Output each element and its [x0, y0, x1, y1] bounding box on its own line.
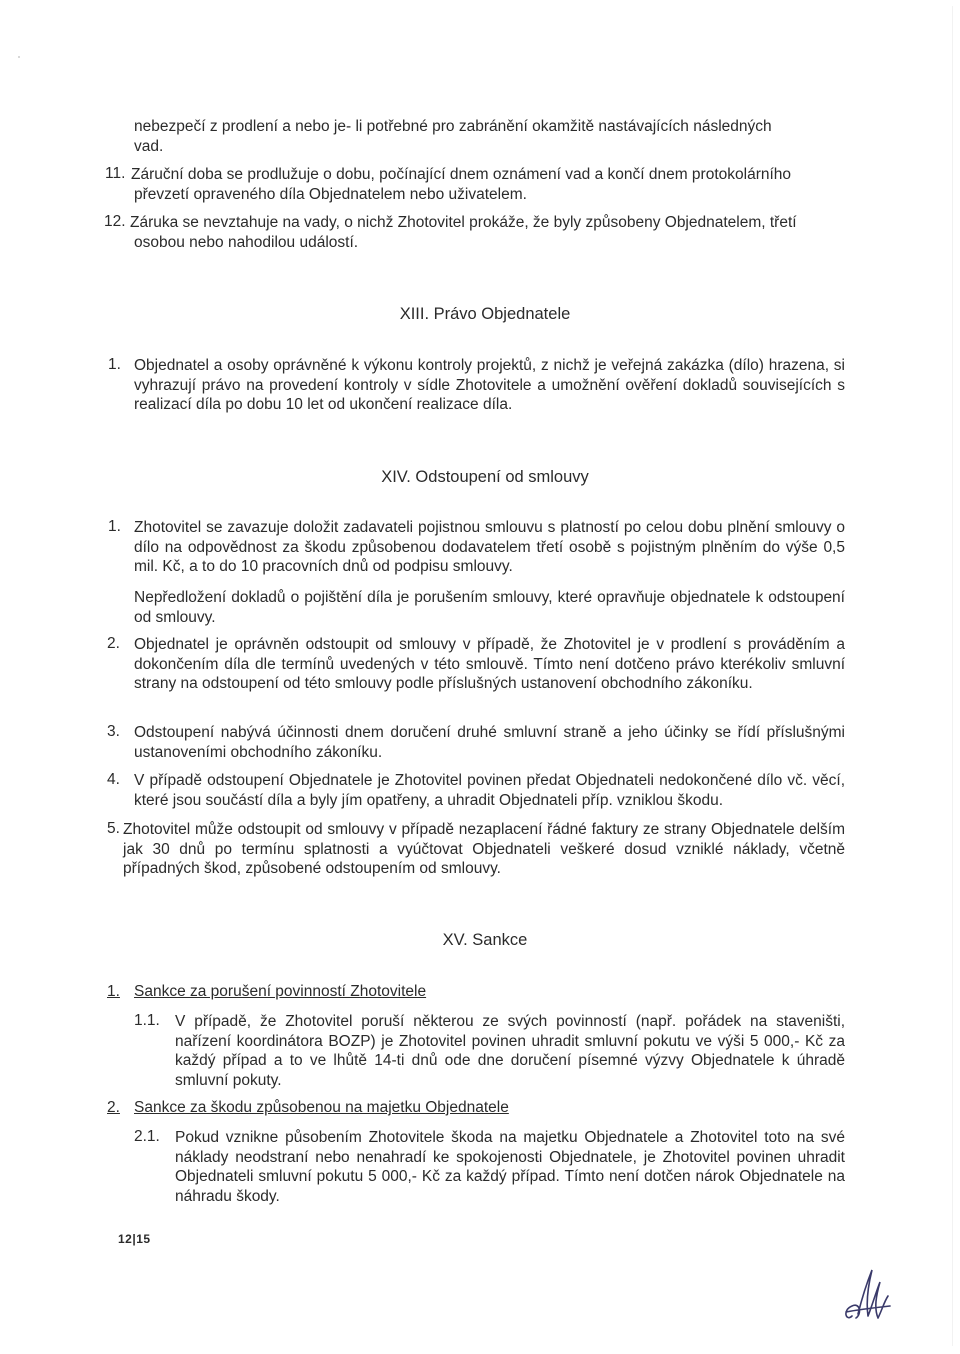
list-item-12 [130, 213, 846, 252]
page-number: 12|15 [118, 1232, 151, 1246]
signature-initials [838, 1262, 898, 1334]
list-item-11 [131, 165, 847, 204]
item-number: 2. [107, 635, 120, 652]
continuation-text [134, 117, 846, 156]
text-line: Záruka se nevztahuje na vady, o nichž Zhotovitel prokáže, že byly způsobeny Objednatelem, třetí [130, 214, 797, 231]
list-item: Objednatel je oprávněn odstoupit od smlouvy v případě, že Zhotovitel je v prodlení s prováděním a dokončením díla dle termínů uvedených v této smlouvě. Tímto není dotčeno právo kterékoliv smluvní strany na odstoupení od této smlouvy podle příslušných ustanovení obchodního zákoníku. [134, 636, 845, 693]
item-number: 4. [107, 771, 120, 788]
text-line: převzetí opraveného díla Objednatelem nebo uživatelem. [134, 185, 527, 203]
list-item: Zhotovitel může odstoupit od smlouvy v případě nezaplacení řádné faktury ze strany Objednatele delším jak 30 dnů po termínu splatnosti a vyúčtovat Objednateli veškeré dosud vzniklé náklady, včetně případných škod, způsobené odstoupením od smlouvy. [123, 821, 845, 878]
subsection-title: Sankce za škodu způsobenou na majetku Objednatele [134, 1099, 509, 1116]
item-number: 5. [107, 820, 120, 837]
text-line: osobou nebo nahodilou událostí. [134, 233, 359, 251]
text-line: Záruční doba se prodlužuje o dobu, počínající dnem oznámení vad a končí dnem protokolárního [131, 166, 792, 183]
item-number: 1. [108, 518, 121, 535]
subsection-number: 1. [107, 983, 120, 1000]
list-item: Pokud vznikne působením Zhotovitele škoda na majetku Objednatele a Zhotovitel toto na své náklady neodstraní nebo nenahradí ke spokojenosti Objednatele, je Zhotovitel povinen uhradit Objednateli smluvní pokutu 5 000,- Kč za každý případ. Tímto není dotčen nárok Objednatele na náhradu škody. [175, 1129, 845, 1205]
item-number: 12. [104, 213, 126, 230]
item-number: 3. [107, 723, 120, 740]
scan-speck [18, 56, 20, 58]
subsection-number: 2. [107, 1099, 120, 1116]
text-line: vad. [134, 137, 164, 155]
list-item: Odstoupení nabývá účinnosti dnem doručení druhé smluvní straně a jeho účinky se řídí příslušnými ustanoveními obchodního zákoníku. [134, 724, 845, 761]
item-number: 1.1. [134, 1012, 160, 1029]
list-item: V případě odstoupení Objednatele je Zhotovitel povinen předat Objednateli nedokončené dílo vč. věcí, které jsou součástí díla a byly jím opatřeny, a uhradit Objednateli příp. vzniklou škodu. [134, 772, 845, 809]
section-heading: XV. Sankce [442, 931, 528, 949]
subsection-title: Sankce za porušení povinností Zhotovitele [134, 983, 427, 1000]
text-line: nebezpečí z prodlení a nebo je- li potřebné pro zabránění okamžitě nastávajících následných [134, 118, 772, 135]
item-number: 11. [105, 165, 126, 182]
item-number: 2.1. [134, 1128, 160, 1145]
item-number: 1. [108, 356, 121, 373]
list-item-paragraph: Nepředložení dokladů o pojištění díla je porušením smlouvy, které opravňuje objednatele k odstoupení od smlouvy. [134, 589, 845, 626]
list-item: Zhotovitel se zavazuje doložit zadavateli pojistnou smlouvu s platností po celou dobu plnění smlouvy o dílo na odpovědnost za škodu způsobenou dodavatelem třetí osobě s pojistným plněním do výše 0,5 mil. Kč, a to do 10 pracovních dnů od podpisu smlouvy. [134, 519, 845, 576]
signature-stroke [846, 1270, 890, 1318]
scan-speck [952, 6, 953, 1346]
list-item: Objednatel a osoby oprávněné k výkonu kontroly projektů, z nichž je veřejná zakázka (dílo) hrazena, si vyhrazují právo na provedení kontroly v sídle Zhotovitele a umožnění ověření dokladů souvisejících s realizací díla po dobu 10 let od ukončení realizace díla. [134, 357, 845, 414]
section-heading: XIV. Odstoupení od smlouvy [381, 468, 589, 486]
section-heading: XIII. Právo Objednatele [399, 305, 571, 323]
list-item: V případě, že Zhotovitel poruší některou ze svých povinností (např. pořádek na staveništi, nařízení koordinátora BOZP) je Zhotovitel povinen uhradit smluvní pokutu ve výši 5 000,- Kč za každý případ a to ve lhůtě 14-ti dnů ode dne doručení písemné výzvy Objednatele k úhradě smluvní pokuty. [175, 1013, 845, 1089]
